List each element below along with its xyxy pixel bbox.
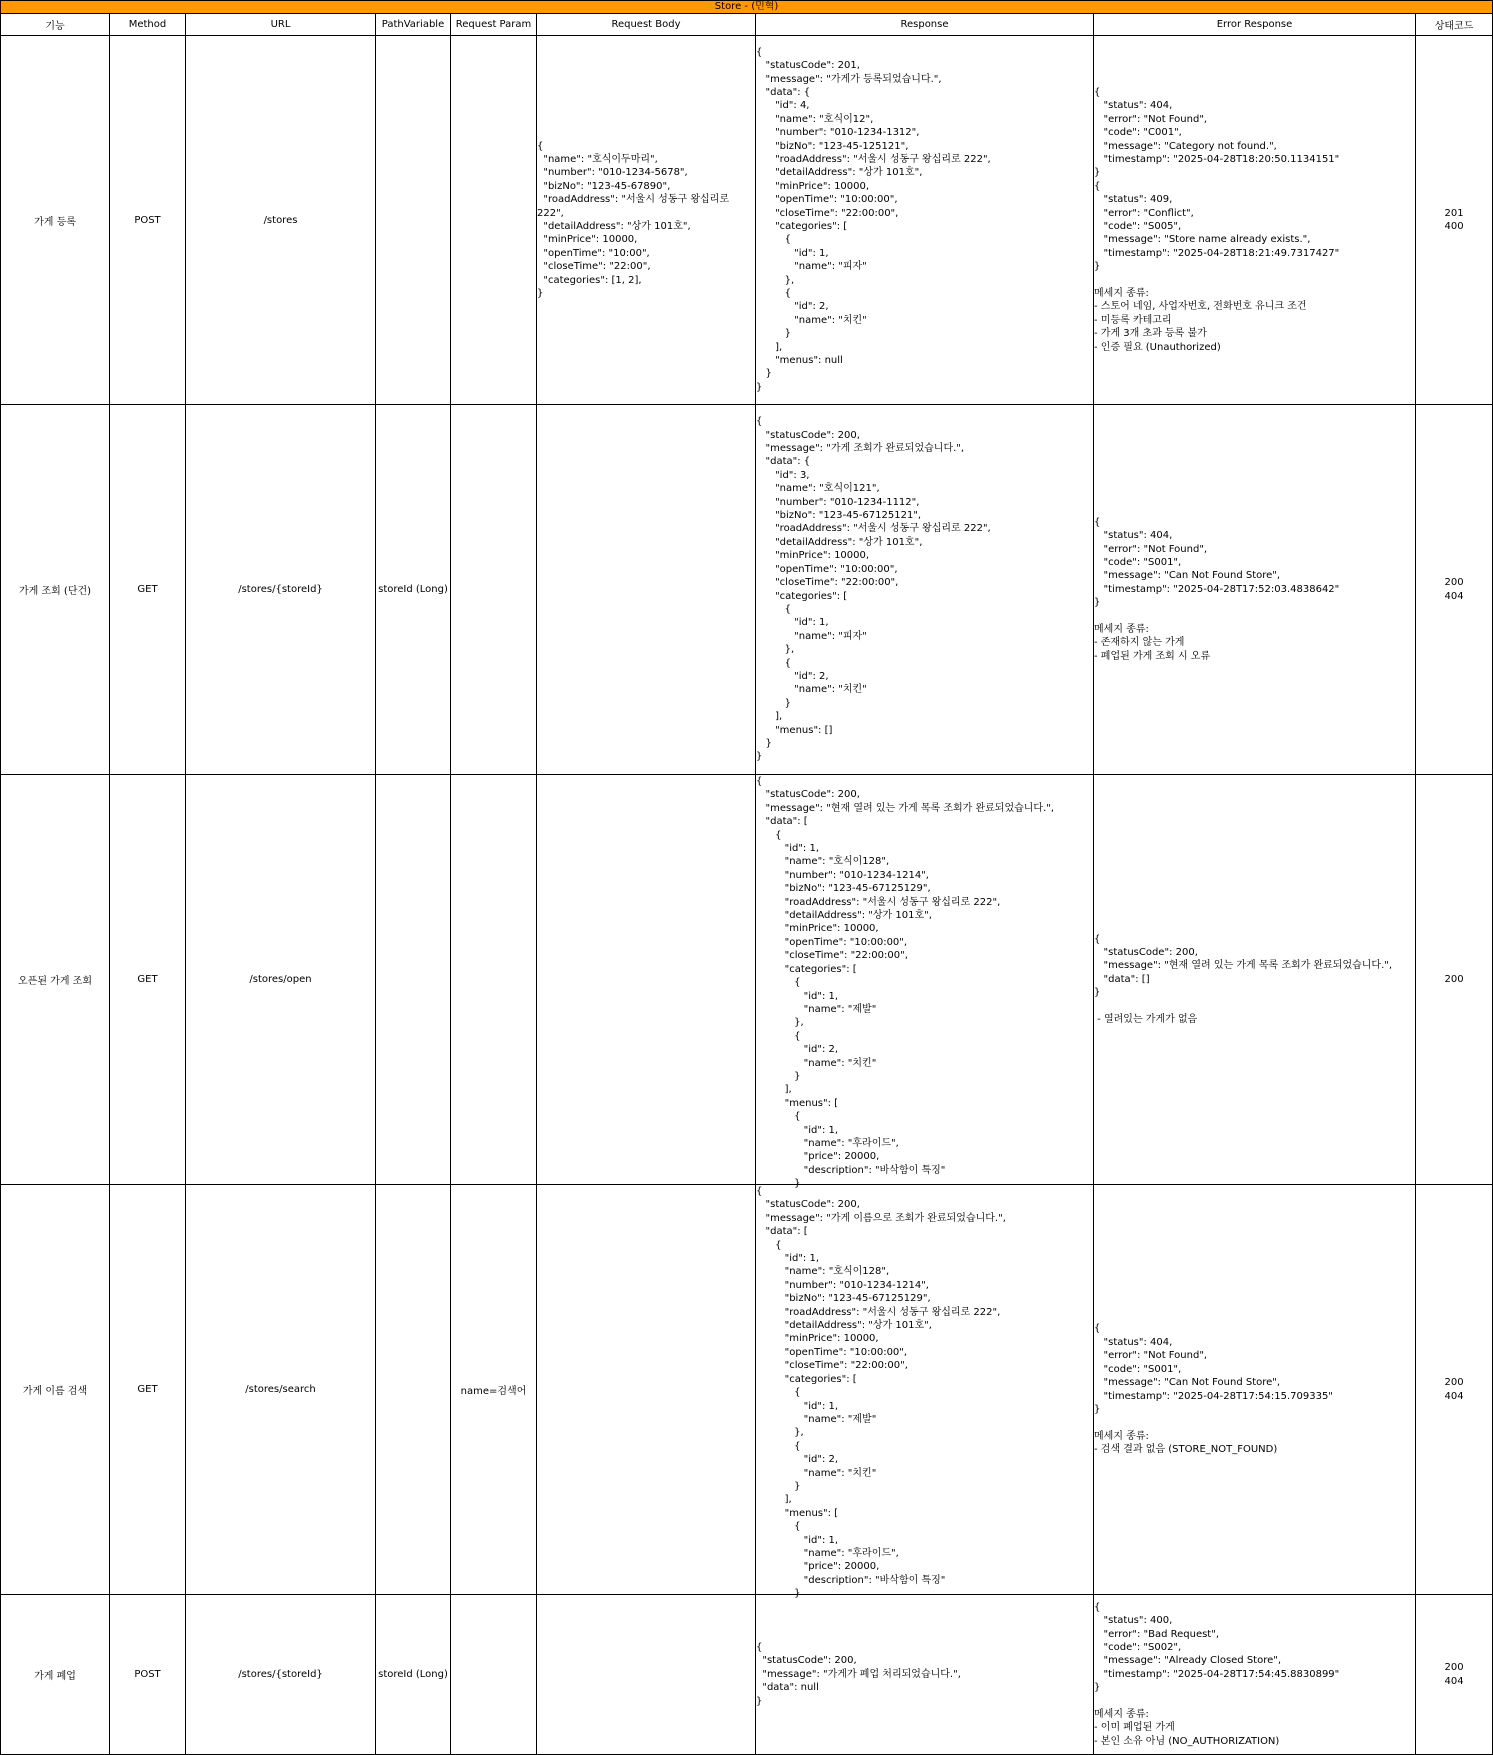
url-cell: /stores/search: [186, 1185, 376, 1595]
header-url: URL: [186, 14, 376, 36]
request-param-cell: [451, 405, 537, 775]
error-response-cell: { "statusCode": 200, "message": "현재 열려 있는 가게 목록 조회가 완료되었습니다.", "data": [] } - 열려있는 가게가 없음: [1094, 775, 1416, 1185]
header-status-code: 상태코드: [1416, 14, 1493, 36]
path-variable-cell: storeId (Long): [376, 1595, 451, 1755]
title-row: [1, 1, 1493, 14]
response-cell: { "statusCode": 201, "message": "가게가 등록되었습니다.", "data": { "id": 4, "name": "호식이12", "number": "010-1234-1312", "bizNo": "123-45-125121", "roadAddress": "서울시 성동구 왕십리로 222", "detailAddress": "상가 101호", "minPrice": 10000, "openTime": "10:00:00", "closeTime": "22:00:00", "categories": [ { "id": 1, "name": "피자" }, { "id": 2, "name": "치킨" } ], "menus": null } }: [756, 36, 1094, 405]
header-error-response: Error Response: [1094, 14, 1416, 36]
header-path-variable: PathVariable: [376, 14, 451, 36]
path-variable-cell: [376, 1185, 451, 1595]
feature-cell: 가게 조회 (단건): [1, 405, 110, 775]
path-variable-cell: [376, 36, 451, 405]
response-cell: { "statusCode": 200, "message": "가게 이름으로 조회가 완료되었습니다.", "data": [ { "id": 1, "name": "호식이128", "number": "010-1234-1214", "bizNo": "123-45-67125129", "roadAddress": "서울시 성동구 왕십리로 222", "detailAddress": "상가 101호", "minPrice": 10000, "openTime": "10:00:00", "closeTime": "22:00:00", "categories": [ { "id": 1, "name": "제발" }, { "id": 2, "name": "치킨" } ], "menus": [ { "id": 1, "name": "후라이드", "price": 20000, "description": "바삭함이 특징" }: [756, 1186, 1006, 1600]
error-response-cell: { "status": 400, "error": "Bad Request", "code": "S002", "message": "Already Closed Store", "timestamp": "2025-04-28T17:54:45.8830899" } 메세지 종류: - 이미 폐업된 가게 - 본인 소유 아님 (NO_AUTHORIZATION): [1094, 1595, 1416, 1755]
status-code-cell: 200 404: [1416, 405, 1493, 775]
request-body-cell: [537, 1595, 756, 1755]
request-param-cell: [451, 775, 537, 1185]
url-cell: /stores/{storeId}: [186, 405, 376, 775]
status-code-cell: 200 404: [1416, 1185, 1493, 1595]
url-cell: /stores/{storeId}: [186, 1595, 376, 1755]
method-cell: POST: [110, 36, 186, 405]
request-body-cell: [537, 1185, 756, 1595]
request-param-cell: [451, 1595, 537, 1755]
error-response-cell: { "status": 404, "error": "Not Found", "code": "C001", "message": "Category not found.", "timestamp": "2025-04-28T18:20:50.1134151" } { "status": 409, "error": "Conflict", "code": "S005", "message": "Store name already exists.", "timestamp": "2025-04-28T18:21:49.7317427" } 메세지 종류: - 스토어 네임, 사업자번호, 전화번호 유니크 조건 - 미등록 카테고리 - 가게 3개 초과 등록 불가 - 인증 필요 (Unauthorized): [1094, 36, 1416, 405]
status-code-cell: 200 404: [1416, 1595, 1493, 1755]
request-param-cell: name=검색어: [451, 1185, 537, 1595]
header-feature: 기능: [1, 14, 110, 36]
feature-cell: 가게 폐업: [1, 1595, 110, 1755]
header-method: Method: [110, 14, 186, 36]
table-row: [1, 775, 1493, 1185]
path-variable-cell: storeId (Long): [376, 405, 451, 775]
table-row: [1, 405, 1493, 775]
request-body-cell: [537, 405, 756, 775]
response-cell: { "statusCode": 200, "message": "가게가 폐업 처리되었습니다.", "data": null }: [756, 1595, 1094, 1755]
request-param-cell: [451, 36, 537, 405]
url-cell: /stores/open: [186, 775, 376, 1185]
response-cell: { "statusCode": 200, "message": "가게 조회가 완료되었습니다.", "data": { "id": 3, "name": "호식이121", "number": "010-1234-1112", "bizNo": "123-45-67125121", "roadAddress": "서울시 성동구 왕십리로 222", "detailAddress": "상가 101호", "minPrice": 10000, "openTime": "10:00:00", "closeTime": "22:00:00", "categories": [ { "id": 1, "name": "피자" }, { "id": 2, "name": "치킨" } ], "menus": [] } }: [756, 405, 1094, 775]
path-variable-cell: [376, 775, 451, 1185]
request-body-cell: { "name": "호식이두마리", "number": "010-1234-5678", "bizNo": "123-45-67890", "roadAddress": "서울시 성동구 왕십리로 222", "detailAddress": "상가 101호", "minPrice": 10000, "openTime": "10:00", "closeTime": "22:00", "categories": [1, 2], }: [537, 36, 756, 405]
error-response-cell: { "status": 404, "error": "Not Found", "code": "S001", "message": "Can Not Found Store", "timestamp": "2025-04-28T17:54:15.709335" } 메세지 종류: - 검색 결과 없음 (STORE_NOT_FOUND): [1094, 1185, 1416, 1595]
header-row: [1, 14, 1493, 36]
error-response-cell: { "status": 404, "error": "Not Found", "code": "S001", "message": "Can Not Found Store", "timestamp": "2025-04-28T17:52:03.4838642" } 메세지 종류: - 존재하지 않는 가게 - 폐업된 가게 조회 시 오류: [1094, 405, 1416, 775]
feature-cell: 오픈된 가게 조회: [1, 775, 110, 1185]
url-cell: /stores: [186, 36, 376, 405]
response-cell: { "statusCode": 200, "message": "현재 열려 있는 가게 목록 조회가 완료되었습니다.", "data": [ { "id": 1, "name": "호식이128", "number": "010-1234-1214", "bizNo": "123-45-67125129", "roadAddress": "서울시 성동구 왕십리로 222", "detailAddress": "상가 101호", "minPrice": 10000, "openTime": "10:00:00", "closeTime": "22:00:00", "categories": [ { "id": 1, "name": "제발" }, { "id": 2, "name": "치킨" } ], "menus": [ { "id": 1, "name": "후라이드", "price": 20000, "description": "바삭함이 특징" }: [756, 776, 1055, 1190]
method-cell: GET: [110, 405, 186, 775]
header-request-body: Request Body: [537, 14, 756, 36]
header-request-param: Request Param: [451, 14, 537, 36]
method-cell: GET: [110, 1185, 186, 1595]
feature-cell: 가게 등록: [1, 36, 110, 405]
status-code-cell: 201 400: [1416, 36, 1493, 405]
status-code-cell: 200: [1416, 775, 1493, 1185]
method-cell: GET: [110, 775, 186, 1185]
table-row: [1, 36, 1493, 405]
sheet-title: Store - (민혁): [1, 1, 1493, 14]
response-cell-wrapper: [756, 775, 1094, 1190]
request-body-cell: [537, 775, 756, 1185]
response-cell-wrapper: [756, 1185, 1094, 1600]
table-row: [1, 1595, 1493, 1755]
method-cell: POST: [110, 1595, 186, 1755]
header-response: Response: [756, 14, 1094, 36]
table-row: [1, 1185, 1493, 1595]
feature-cell: 가게 이름 검색: [1, 1185, 110, 1595]
